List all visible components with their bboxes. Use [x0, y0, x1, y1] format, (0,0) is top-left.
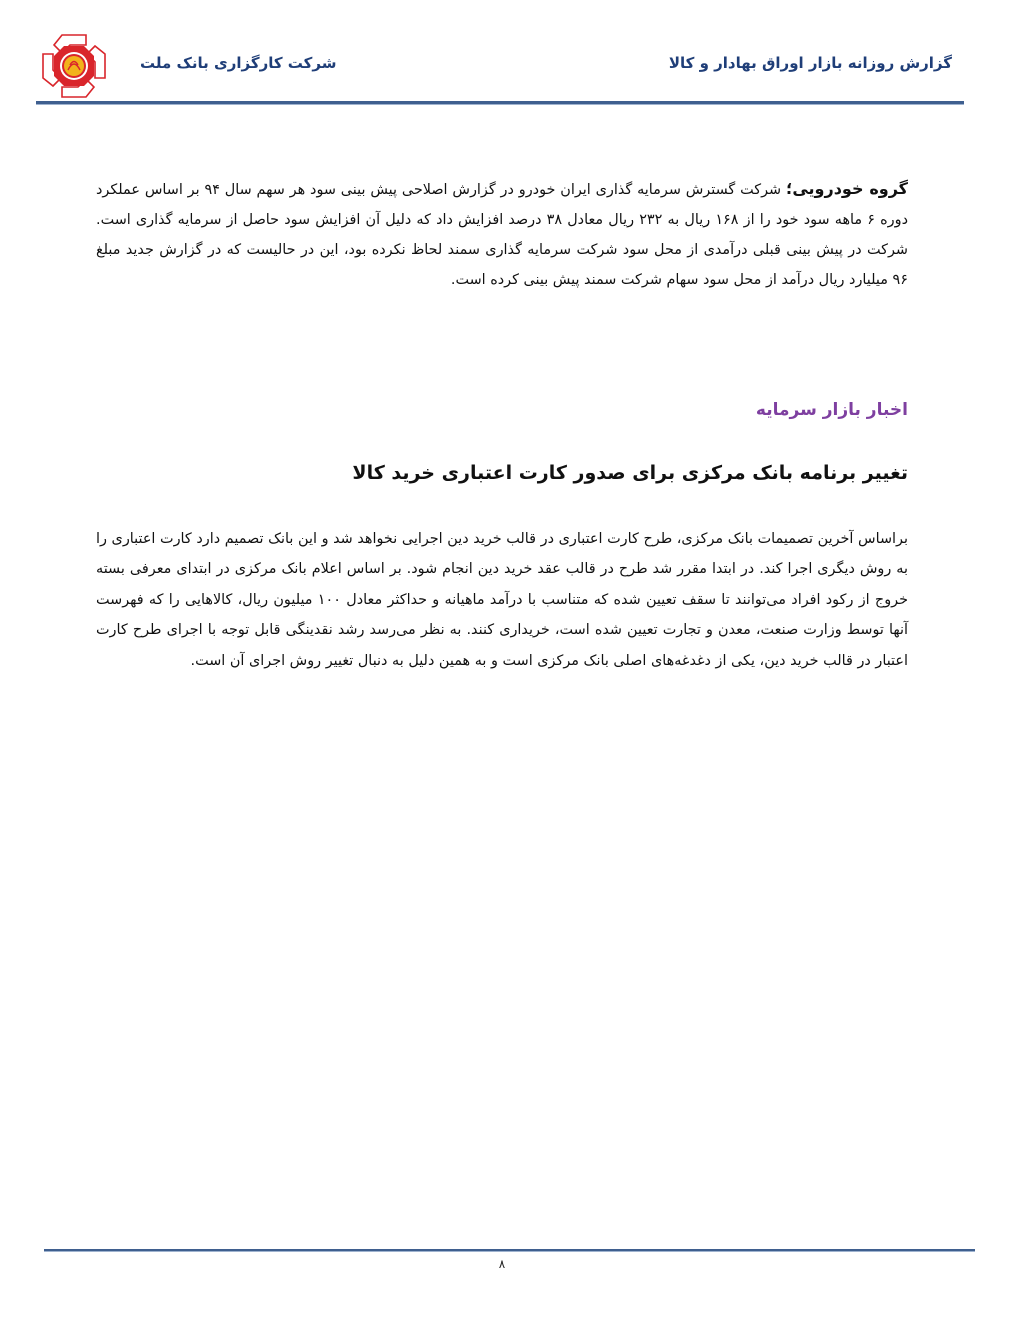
news-title: تغییر برنامه بانک مرکزی برای صدور کارت اعتباری خرید کالا: [352, 462, 908, 484]
article-lead: گروه خودرویی؛: [785, 179, 908, 198]
company-name: شرکت کارگزاری بانک ملت: [140, 54, 337, 72]
header-divider: [36, 101, 964, 105]
article-auto-group: [96, 174, 908, 295]
bank-mellat-logo-icon: [40, 32, 108, 100]
news-body: براساس آخرین تصمیمات بانک مرکزی، طرح کارت اعتباری در قالب خرید دین اجرایی نخواهد شد و این بانک تصمیم دارد کارت اعتباری را به روش دیگری اجرا کند. در ابتدا مقرر شد طرح در قالب عقد خرید دین انجام شود. بر اساس اعلام بانک مرکزی در ابتدای معرفی بسته خروج از رکود افراد می‌توانند تا سقف تعیین شده که متناسب با درآمد ماهیانه و حداکثر معادل ۱۰۰ میلیون ریال، کالاهایی را که فهرست آنها توسط وزارت صنعت، معدن و تجارت تعیین شده است، خریداری کنند. به نظر می‌رسد رشد نقدینگی قابل توجه با اجرای طرح کارت اعتبار در قالب خرید دین، یکی از دغدغه‌های اصلی بانک مرکزی است و به همین دلیل به دنبال تغییر روش اجرای آن است.: [96, 531, 908, 669]
section-heading: اخبار بازار سرمایه: [755, 400, 908, 420]
page-number: ۸: [498, 1257, 506, 1271]
article-body: شرکت گسترش سرمایه گذاری ایران خودرو در گزارش اصلاحی پیش بینی سود هر سهم سال ۹۴ بر اساس عملکرد دوره ۶ ماهه سود خود را از ۱۶۸ ریال به ۲۳۲ ریال معادل ۳۸ درصد افزایش داد که دلیل آن افزایش سود حاصل از سرمایه گذاری است. شرکت در پیش بینی قبلی درآمدی از محل سود شرکت سرمایه گذاری سمند لحاظ نکرده بود، این در حالیست که در گزارش جدید مبلغ ۹۶ میلیارد ریال درآمد از محل سود سهام شرکت سمند پیش بینی کرده است.: [96, 182, 908, 288]
footer-divider: [44, 1249, 975, 1252]
report-title: گزارش روزانه بازار اوراق بهادار و کالا: [668, 54, 952, 72]
